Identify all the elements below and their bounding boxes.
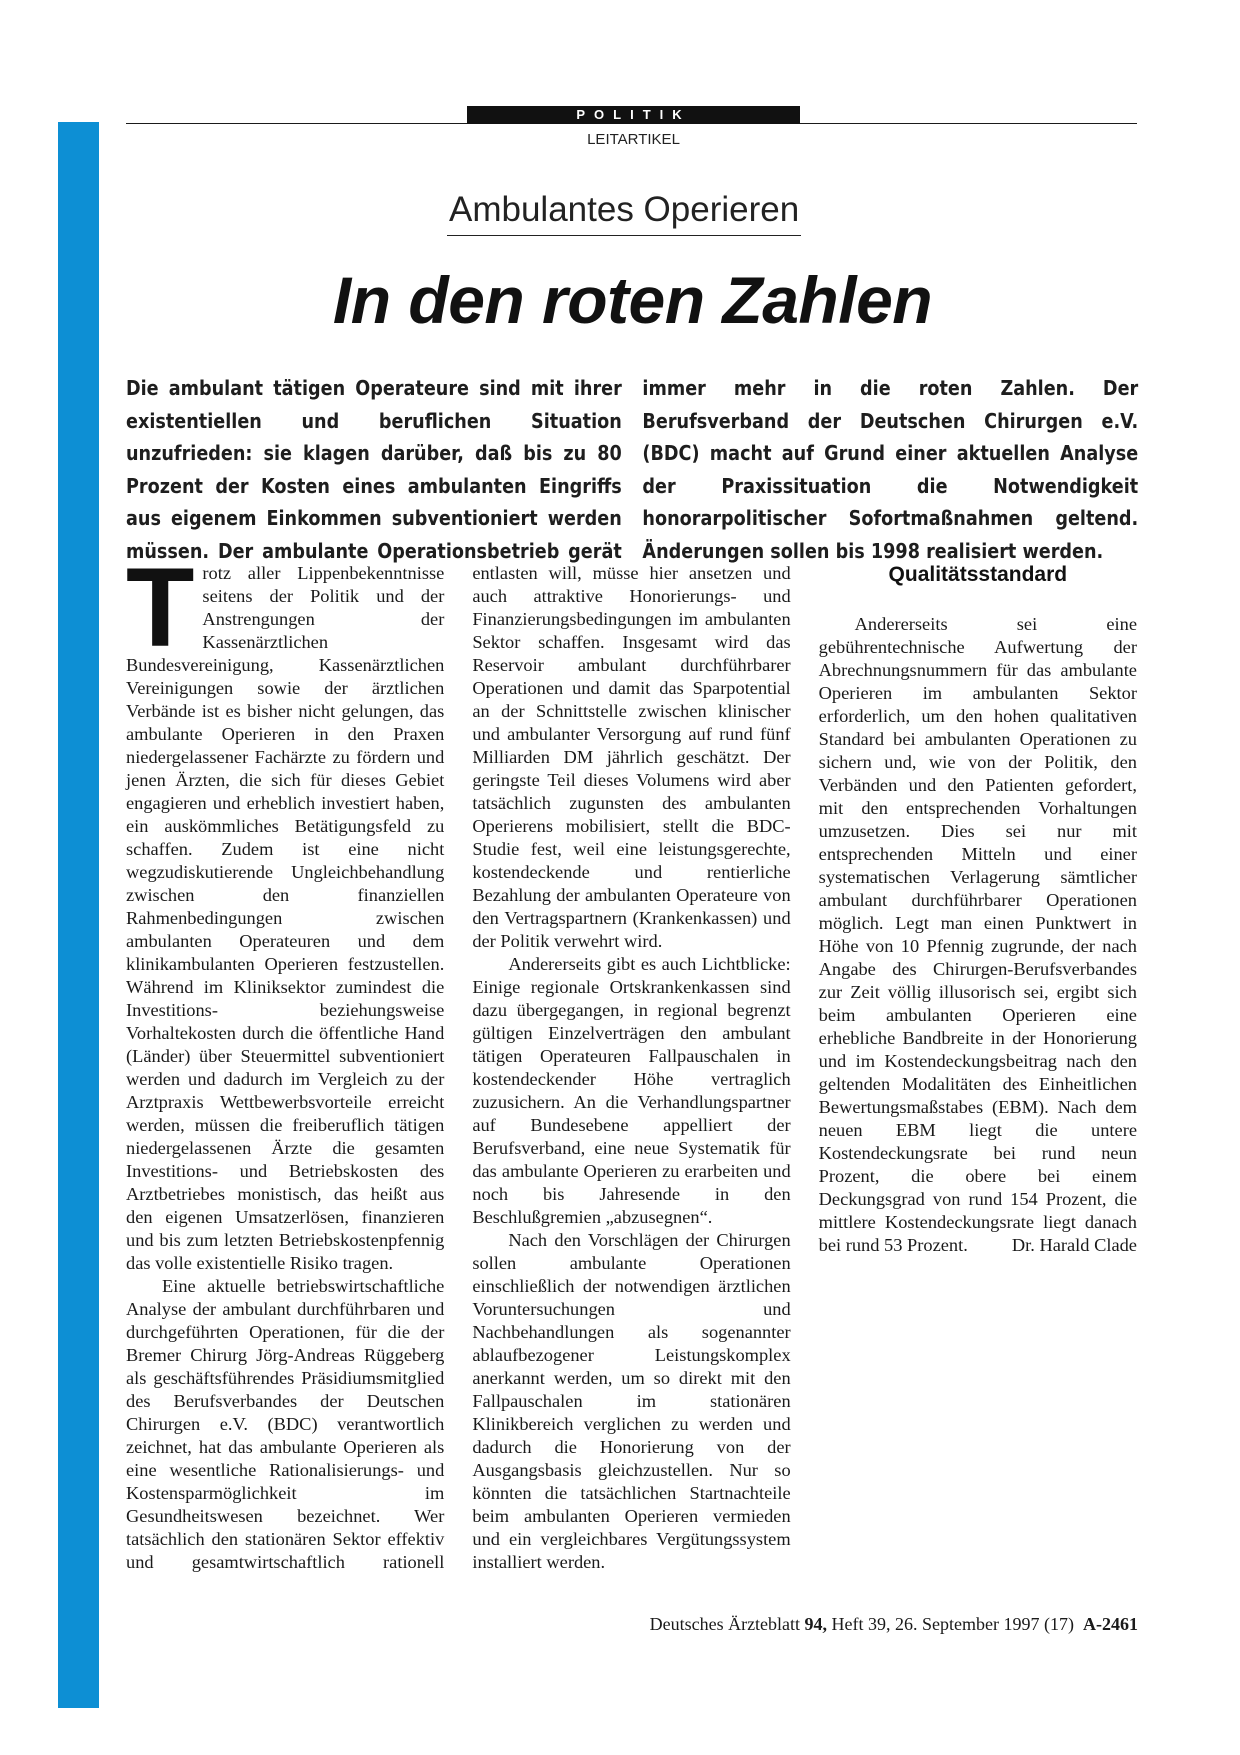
article-lead: Die ambulant tätigen Operateure sind mit ihrer existentiellen und beruflichen Situation unzufrieden: sie klagen darüber, daß bis zu 80 Prozent der Kosten eines ambulanten Eingriffs aus eigenem Einkommen subventioniert werden müssen. Der ambulante Operationsbetrieb gerät immer mehr in die roten Zahlen. Der Berufsverband der Deutschen Chirurgen e.V. (BDC) macht auf Grund einer aktuellen Analyse der Praxissituation die Notwendigkeit honorarpolitischer Sofortmaßnahmen geltend. Änderungen sollen bis 1998 realisiert werden. bbox=[126, 376, 1139, 563]
page-number: A-2461 bbox=[1083, 1614, 1138, 1634]
subsection-label: LEITARTIKEL bbox=[587, 131, 680, 148]
article-headline: In den roten Zahlen bbox=[332, 263, 933, 337]
body-paragraph bbox=[126, 545, 445, 1275]
body-paragraph: Eine aktuelle betriebswirtschaftliche Analyse der ambulant durchführbaren und durchgeführten Operationen, für die der Bremer Chirurg Jörg-Andreas Rüggeberg als geschäftsführendes Präsidiumsmitglied des Berufsverbandes der Deutschen Chirurgen e.V. (BDC) verantwortlich zeichnet, hat das ambulante Operieren als eine wesentliche Rationalisierungs- und Kostensparmöglichkeit im Gesundheitswesen bezeichnet. Wer tatsächlich den stationären Sektor effektiv und gesamtwirtschaftlich rationell entlasten will, müsse hier ansetzen und auch attraktive Honorierungs- und Finanzierungsbedingungen im ambulanten Sektor schaffen. Insgesamt wird das Reservoir ambulant durchführbarer Operationen und damit das Sparpotential an der Schnittstelle zwischen klinischer und ambulanter Versorgung auf rund fünf Milliarden DM jährlich geschätzt. Der geringste Teil dieses Volumens wird aber tatsächlich zugunsten des ambulanten Operierens mobilisiert, stellt die BDC-Studie fest, weil eine leistungsgerechte, kostendeckende und rentierliche Bezahlung der ambulanten Operateure von den Vertragspartnern (Krankenkassen) und der Politik verwehrt wird. bbox=[126, 563, 791, 1572]
section-label: POLITIK bbox=[467, 106, 800, 124]
body-text: Andererseits sei eine gebührentechnische Aufwertung der Abrechnungsnummern für das ambulante Operieren im ambulanten Sektor erforderlich, um den hohen qualitativen Standard bei ambulanten Operationen zu sichern und, wie von der Politik, den Verbänden und den Patienten gefordert, mit den entsprechenden Vorhaltungen umzusetzen. Dies sei nur mit entsprechenden Mitteln und einer systematischen Verlagerung sämtlicher ambulant durchführbarer Operationen möglich. Legt man einen Punktwert in Höhe von 10 Pfennig zugrunde, der nach Angabe des Chirurgen-Berufsverbandes zur Zeit völlig illusorisch sei, ergibt sich beim ambulanten Operieren eine erhebliche Bandbreite in der Honorierung und im Kostendeckungsbeitrag nach den geltenden Modalitäten des Einheitlichen Bewertungsmaßstabes (EBM). Nach dem neuen EBM liegt die untere Kostendeckungsrate bei rund neun Prozent, die obere bei einem Deckungsgrad von rund 154 Prozent, die mittlere Kostendeckungsrate liegt danach bei rund 53 Prozent. bbox=[818, 614, 1137, 1255]
subheading: Qualitätsstandard bbox=[888, 563, 1068, 586]
drop-cap: T bbox=[126, 545, 195, 670]
accent-bar bbox=[58, 122, 99, 1708]
author-name: Dr. Harald Clade bbox=[1011, 1235, 1137, 1255]
article-kicker: Ambulantes Operieren bbox=[447, 190, 801, 236]
journal-name: Deutsches Ärzteblatt bbox=[649, 1614, 801, 1634]
body-paragraph: Nach den Vorschlägen der Chirurgen sollen ambulante Operationen einschließlich der notwendigen ärztlichen Voruntersuchungen und Nachbehandlungen als sogenannter ablaufbezogener Leistungskomplex anerkannt werden, um so direkt mit den Fallpauschalen im stationären Klinikbereich verglichen zu werden und dadurch die Honorierung von der Ausgangsbasis gleichzustellen. Nur so könnten die tatsächlichen Startnachteile beim ambulanten Operieren vermieden und ein vergleichbares Vergütungssystem installiert werden. bbox=[472, 1230, 791, 1572]
body-text: rotz aller Lippenbekenntnisse seitens der Politik und der Anstrengungen der Kassenärztlichen Bundesvereinigung, Kassenärztlichen Vereinigungen sowie der ärztlichen Verbände ist es bisher nicht gelungen, das ambulante Operieren in den Praxen niedergelassener Fachärzte zu fördern und jenen Ärzten, die sich für dieses Gebiet engagieren und erheblich investiert haben, ein auskömmliches Betätigungsfeld zu schaffen. Zudem ist eine nicht wegzudiskutierende Ungleichbehandlung zwischen den finanziellen Rahmenbedingungen zwischen ambulanten Operateuren und dem klinikambulanten Operieren festzustellen. Während im Kliniksektor zumindest die Investitions- beziehungsweise Vorhaltekosten durch die öffentliche Hand (Länder) über Steuermittel subventioniert werden und dadurch im Vergleich zu der Arztpraxis Wettbewerbsvorteile erreicht werden, müssen die freiberuflich tätigen niedergelassenen Ärzte die gesamten Investitions- und Betriebskosten des Arztbetriebes monistisch, das heißt aus den eigenen Umsatzerlösen, finanzieren und bis zum letzten Betriebskostenpfennig das volle existentielle Risiko tragen. bbox=[126, 563, 445, 1273]
body-paragraph: Andererseits gibt es auch Lichtblicke: Einige regionale Ortskrankenkassen sind dazu übergegangen, in regional begrenzt gültigen Einzelverträgen den ambulant tätigen Operateuren Fallpauschalen in kostendeckender Höhe vertraglich zuzusichern. An die Verhandlungspartner auf Bundesebene appelliert der Berufsverband, eine neue Systematik für das ambulante Operieren zu erarbeiten und noch bis Jahresende in den Beschlußgremien „abzusegnen“. bbox=[472, 954, 791, 1227]
journal-issue: Heft 39, 26. September 1997 (17) bbox=[831, 1614, 1074, 1634]
journal-volume: 94, bbox=[804, 1614, 828, 1634]
article-body bbox=[126, 545, 1137, 1592]
body-paragraph bbox=[819, 613, 1137, 1257]
page-footer bbox=[650, 1614, 1138, 1635]
